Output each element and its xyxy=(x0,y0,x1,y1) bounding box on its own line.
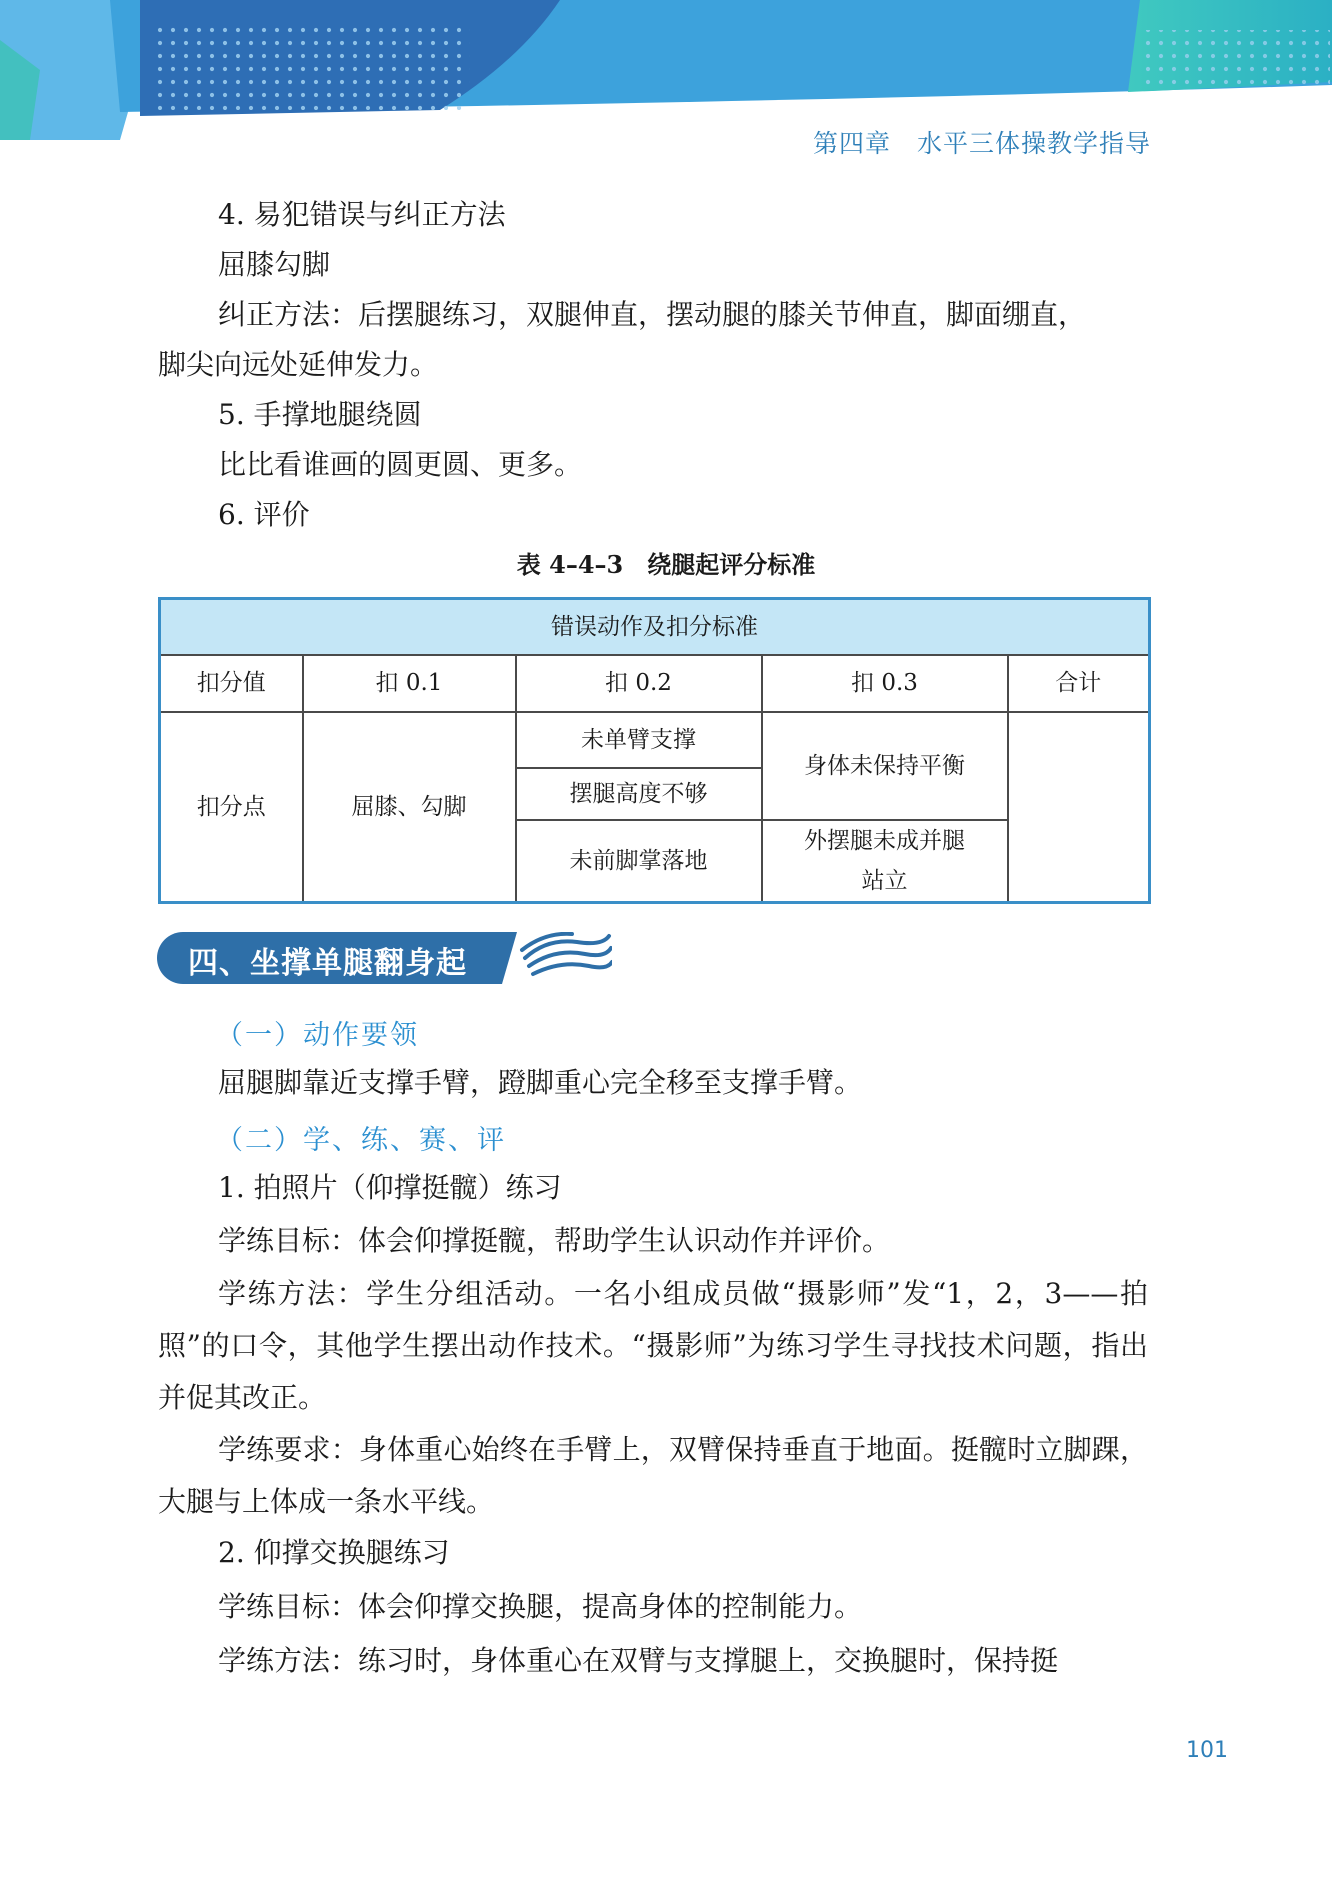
subsection-action-essentials: （一）动作要领 xyxy=(216,1020,419,1051)
cell-deduct-03-a: 身体未保持平衡 xyxy=(762,712,1008,820)
banner-dots-left xyxy=(150,22,470,110)
exercise1-goal: 学练目标：体会仰撑挺髋，帮助学生认识动作并评价。 xyxy=(218,1224,891,1257)
col-total: 合计 xyxy=(1008,655,1150,712)
cell-deduct-03-b-line1: 外摆腿未成并腿 xyxy=(804,827,965,854)
section-title: 四、坐撑单腿翻身起 xyxy=(188,946,467,981)
cell-total xyxy=(1008,712,1150,903)
cell-deduct-02-a: 未单臂支撑 xyxy=(516,712,762,768)
col-deduct-value: 扣分值 xyxy=(160,655,303,712)
chapter-title: 第四章 水平三体操教学指导 xyxy=(812,129,1151,158)
exercise2-method: 学练方法：练习时，身体重心在双臂与支撑腿上，交换腿时，保持挺 xyxy=(218,1644,1059,1677)
col-deduct-02: 扣 0.2 xyxy=(516,655,762,712)
cell-deduct-02-c: 未前脚掌落地 xyxy=(516,820,762,903)
banner-dots-right xyxy=(1140,30,1330,88)
cell-deduct-03-b-line2: 站立 xyxy=(861,867,908,894)
page-number: 101 xyxy=(1186,1738,1228,1763)
col-deduct-03: 扣 0.3 xyxy=(762,655,1008,712)
item4-correction-cont: 脚尖向远处延伸发力。 xyxy=(158,348,439,381)
action-essentials-text: 屈腿脚靠近支撑手臂，蹬脚重心完全移至支撑手臂。 xyxy=(218,1066,863,1099)
exercise2-goal: 学练目标：体会仰撑交换腿，提高身体的控制能力。 xyxy=(218,1590,863,1623)
item5-title: 5. 手撑地腿绕圆 xyxy=(218,398,422,431)
exercise2-title: 2. 仰撑交换腿练习 xyxy=(218,1536,450,1569)
col-deduct-01: 扣 0.1 xyxy=(303,655,516,712)
table-header-span: 错误动作及扣分标准 xyxy=(160,599,1150,655)
table-caption: 表 4–4–3 绕腿起评分标准 xyxy=(516,550,816,579)
wave-icon xyxy=(522,934,612,974)
cell-deduct-01: 屈膝、勾脚 xyxy=(303,712,516,903)
cell-deduct-03-b xyxy=(762,820,1008,903)
item6-title: 6. 评价 xyxy=(218,498,310,531)
subsection-learn-practice: （二）学、练、赛、评 xyxy=(216,1125,506,1156)
item4-title: 4. 易犯错误与纠正方法 xyxy=(218,198,506,231)
row-label-deduct-points: 扣分点 xyxy=(160,712,303,903)
item4-error: 屈膝勾脚 xyxy=(218,248,331,281)
exercise1-requirement: 学练要求：身体重心始终在手臂上，双臂保持垂直于地面。挺髋时立脚踝，大腿与上体成一条水平线。 xyxy=(158,1433,1148,1518)
exercise1-title: 1. 拍照片（仰撑挺髋）练习 xyxy=(218,1171,562,1204)
item5-text: 比比看谁画的圆更圆、更多。 xyxy=(218,448,583,481)
scoring-table xyxy=(158,597,1151,904)
header-banner xyxy=(0,0,1332,140)
exercise1-method: 学练方法：学生分组活动。一名小组成员做“摄影师”发“1，2，3——拍照”的口令，其他学生摆出动作技术。“摄影师”为练习学生寻找技术问题，指出并促其改正。 xyxy=(158,1277,1148,1414)
cell-deduct-02-b: 摆腿高度不够 xyxy=(516,768,762,820)
item4-correction: 纠正方法：后摆腿练习，双腿伸直，摆动腿的膝关节伸直，脚面绷直， xyxy=(218,298,1087,331)
